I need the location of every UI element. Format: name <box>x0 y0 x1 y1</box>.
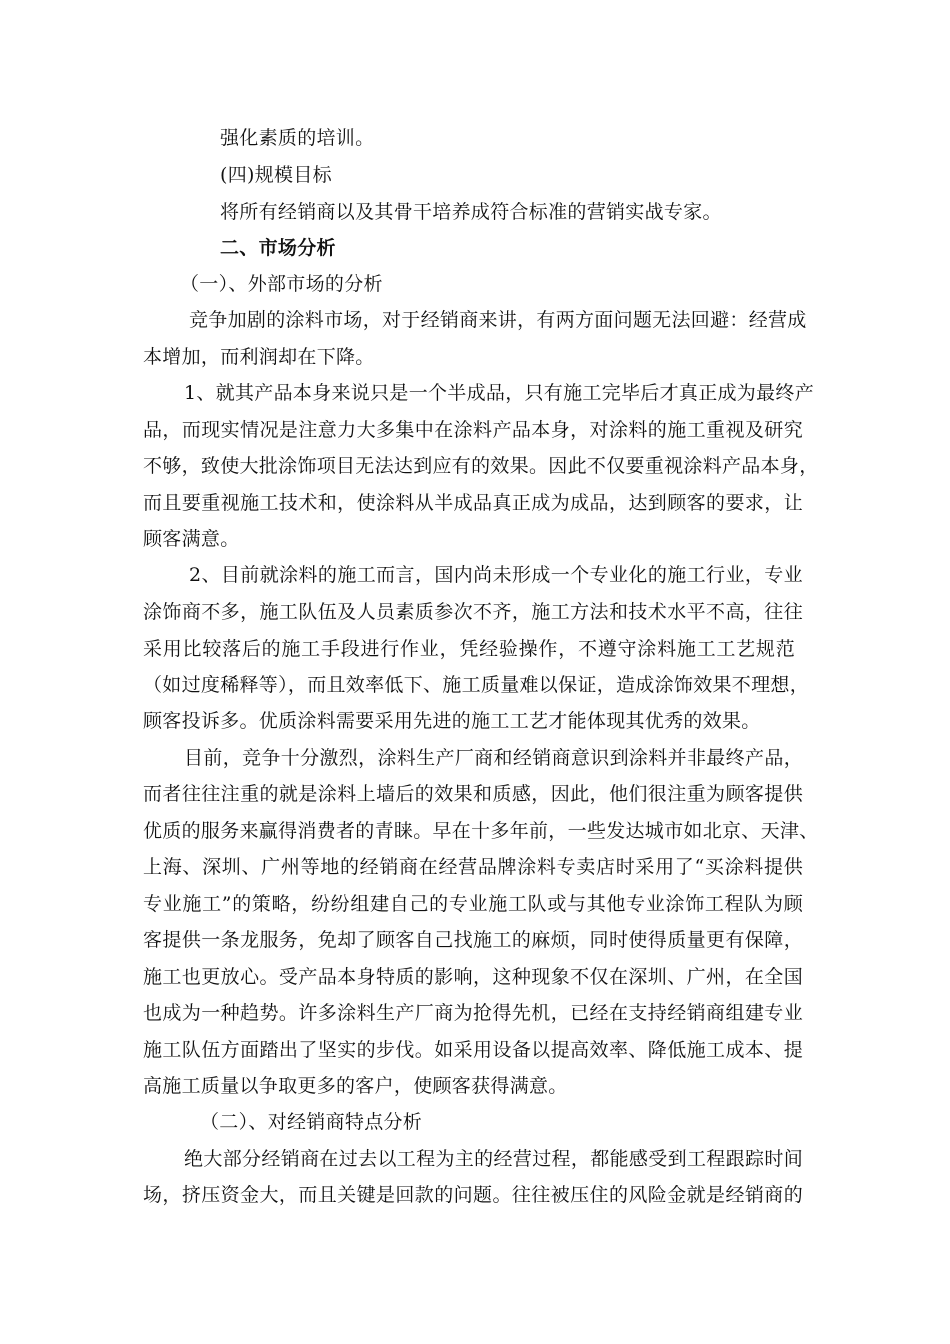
paragraph-line: 场，挤压资金大，而且关键是回款的问题。往往被压住的风险金就是经销商的 <box>143 1184 803 1206</box>
paragraph-line: 而者往往注重的就是涂料上墙后的效果和质感，因此，他们很注重为顾客提供 <box>143 783 803 805</box>
paragraph-line: 本增加，而利润却在下降。 <box>143 346 375 368</box>
paragraph-line: 竞争加剧的涂料市场，对于经销商来讲，有两方面问题无法回避：经营成 <box>189 309 807 331</box>
paragraph-line: 品，而现实情况是注意力大多集中在涂料产品本身，对涂料的施工重视及研究 <box>143 419 803 441</box>
paragraph-line: 也成为一种趋势。许多涂料生产厂商为抢得先机，已经在支持经销商组建专业 <box>143 1002 803 1024</box>
section-heading: （一）、外部市场的分析 <box>180 273 383 295</box>
paragraph-line: 专业施工”的策略，纷纷组建自己的专业施工队或与其他专业涂饰工程队为顾 <box>143 893 803 915</box>
paragraph-line: 涂饰商不多，施工队伍及人员素质参次不齐，施工方法和技术水平不高，往往 <box>143 601 803 623</box>
paragraph-line: 目前，竞争十分激烈，涂料生产厂商和经销商意识到涂料并非最终产品， <box>184 747 803 769</box>
paragraph-line: （如过度稀释等），而且效率低下、施工质量难以保证，造成涂饰效果不理想， <box>143 674 810 696</box>
section-heading: (四)规模目标 <box>220 164 332 186</box>
paragraph-line: 2、目前就涂料的施工而言，国内尚未形成一个专业化的施工行业，专业 <box>189 564 803 586</box>
paragraph-line: 而且要重视施工技术和，使涂料从半成品真正成为成品，达到顾客的要求，让 <box>143 492 803 514</box>
paragraph-line: 施工队伍方面踏出了坚实的步伐。如采用设备以提高效率、降低施工成本、提 <box>143 1039 803 1061</box>
paragraph-line: 顾客投诉多。优质涂料需要采用先进的施工工艺才能体现其优秀的效果。 <box>143 710 761 732</box>
section-heading: （二）、对经销商特点分析 <box>200 1111 423 1133</box>
text-line: 强化素质的培训。 <box>220 127 375 149</box>
paragraph-line: 1、就其产品本身来说只是一个半成品，只有施工完毕后才真正成为最终产 <box>184 382 814 404</box>
paragraph-line: 高施工质量以争取更多的客户，使顾客获得满意。 <box>143 1075 568 1097</box>
paragraph-line: 绝大部分经销商在过去以工程为主的经营过程，都能感受到工程跟踪时间 <box>184 1148 803 1170</box>
paragraph-line: 上海、深圳、广州等地的经销商在经营品牌涂料专卖店时采用了“买涂料提供 <box>143 856 803 878</box>
paragraph-line: 客提供一条龙服务，免却了顾客自己找施工的麻烦，同时使得质量更有保障， <box>143 929 803 951</box>
text-line: 将所有经销商以及其骨干培养成符合标准的营销实战专家。 <box>220 201 722 223</box>
paragraph-line: 优质的服务来赢得消费者的青睐。早在十多年前，一些发达城市如北京、天津、 <box>143 820 819 842</box>
chapter-heading: 二、市场分析 <box>220 237 336 259</box>
paragraph-line: 不够，致使大批涂饰项目无法达到应有的效果。因此不仅要重视涂料产品本身， <box>143 455 819 477</box>
paragraph-line: 采用比较落后的施工手段进行作业，凭经验操作，不遵守涂料施工工艺规范 <box>143 638 795 660</box>
paragraph-line: 施工也更放心。受产品本身特质的影响，这种现象不仅在深圳、广州，在全国 <box>143 966 803 988</box>
paragraph-line: 顾客满意。 <box>143 528 240 550</box>
